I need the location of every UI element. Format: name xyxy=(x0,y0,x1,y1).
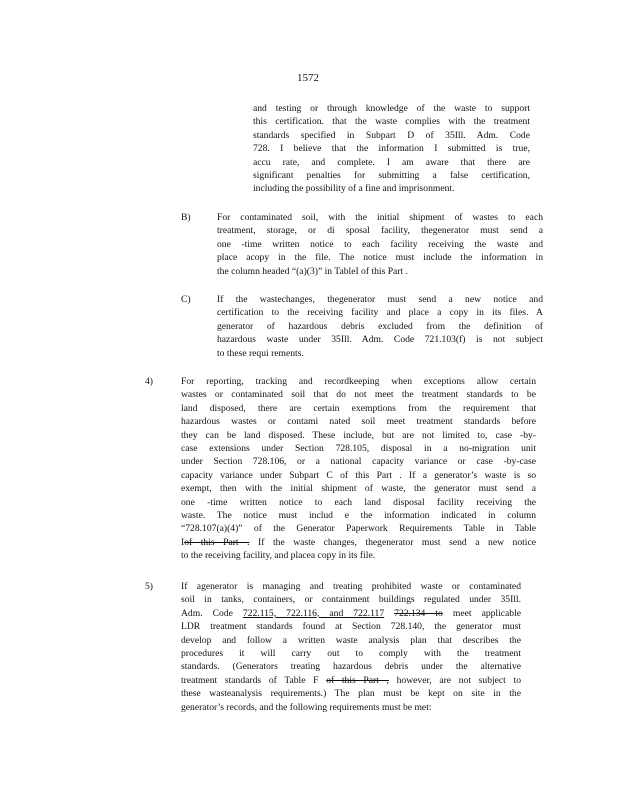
deleted-text: 722.134 to xyxy=(394,607,443,619)
text-line: exempt, then with the initial shipment of waste, the generator must send a xyxy=(181,483,536,495)
text-line: including the possibility of a fine and imprisonment. xyxy=(253,183,455,195)
text-line: procedures it will carry out to comply with the treatment xyxy=(181,648,521,660)
text-line xyxy=(181,674,521,687)
item-4-text xyxy=(181,375,536,563)
deleted-text: of this Part . xyxy=(184,536,250,548)
text-line: soil in tanks, containers, or containment buildings regulated under 35Ill. xyxy=(181,594,521,606)
text-line: generator of hazardous debris excluded from the definition of xyxy=(217,320,543,332)
text-line: If the wastechanges, thegenerator must send a new notice and xyxy=(217,294,543,305)
text-run: Adm. Code xyxy=(181,607,243,619)
item-c-label: C) xyxy=(181,294,191,305)
text-line: standards. (Generators treating hazardous debris under the alternative xyxy=(181,661,521,673)
item-b-text xyxy=(217,211,543,278)
text-run: treatment standards of Table F xyxy=(181,674,327,686)
text-run: I xyxy=(181,536,185,548)
item-5-text xyxy=(181,580,521,714)
text-line: If agenerator is managing and treating prohibited waste or contaminated xyxy=(181,581,521,592)
text-line: to these requi rements. xyxy=(217,347,304,359)
text-line: waste. The notice must includ e the information indicated in column xyxy=(181,510,536,522)
deleted-text: of this Part , xyxy=(326,674,389,686)
text-line: treatment, storage, or di sposal facility, thegenerator must send a xyxy=(217,225,543,237)
text-line: generator’s records, and the following requirements must be met: xyxy=(181,701,432,713)
text-line: For reporting, tracking and recordkeeping when exceptions allow certain xyxy=(181,376,536,387)
text-line: place acopy in the file. The notice must include the information in xyxy=(217,252,543,264)
text-line: 728. I believe that the information I submitted is true, xyxy=(253,143,530,155)
text-line: hazardous waste under 35Ill. Adm. Code 721.103(f) is not subject xyxy=(217,334,543,346)
inserted-text: 722.115, 722.116, and 722.117 xyxy=(242,607,385,619)
text-run: meet applicable xyxy=(442,607,521,619)
text-line: significant penalties for submitting a false certification, xyxy=(253,170,530,182)
text-line: this certification. that the waste complies with the treatment xyxy=(253,116,530,128)
text-line: one -time written notice to each land disposal facility receiving the xyxy=(181,496,536,508)
text-line: to the receiving facility, and placea copy in its file. xyxy=(181,550,376,562)
text-line: case extensions under Section 728.105, disposal in a no-migration unit xyxy=(181,443,536,455)
text-line: capacity variance under Subpart C of this Part . If a generator’s waste is so xyxy=(181,469,536,481)
text-line: wastes or contaminated soil that do not meet the treatment standards to be xyxy=(181,389,536,401)
page-number: 1572 xyxy=(297,72,319,84)
text-run: however, are not subject to xyxy=(388,674,521,686)
text-line: the column headed “(a)(3)” in TableI of this Part . xyxy=(217,265,408,277)
text-line: LDR treatment standards found at Section 728.140, the generator must xyxy=(181,621,521,633)
text-line: hazardous wastes or contami nated soil meet treatment standards before xyxy=(181,416,536,428)
text-line: they can be land disposed. These include, but are not limited to, case -by- xyxy=(181,429,536,441)
text-line xyxy=(181,607,521,620)
text-line: develop and follow a written waste analysis plan that describes the xyxy=(181,634,521,646)
text-line: and testing or through knowledge of the waste to support xyxy=(253,103,530,114)
text-line: standards specified in Subpart D of 35Ill. Adm. Code xyxy=(253,129,530,141)
text-line: one -time written notice to each facility receiving the waste and xyxy=(217,238,543,250)
text-run: If the waste changes, thegenerator must send a new notice xyxy=(249,536,536,548)
item-5-label: 5) xyxy=(145,581,153,592)
item-c-text xyxy=(217,293,543,360)
text-line: land disposed, there are certain exemptions from the requirement that xyxy=(181,402,536,414)
item-b-label: B) xyxy=(181,212,191,223)
text-line: “728.107(a)(4)” of the Generator Paperwork Requirements Table in Table xyxy=(181,523,536,535)
text-line: certification to the receiving facility and place a copy in its files. A xyxy=(217,307,543,319)
certification-continuation xyxy=(253,102,530,196)
text-line: accu rate, and complete. I am aware that there are xyxy=(253,156,530,168)
item-4-label: 4) xyxy=(145,376,153,387)
text-line xyxy=(181,536,536,549)
text-line: under Section 728.106, or a national capacity variance or case -by-case xyxy=(181,456,536,468)
text-line: For contaminated soil, with the initial shipment of wastes to each xyxy=(217,212,543,223)
text-line: these wasteanalysis requirements.) The plan must be kept on site in the xyxy=(181,688,521,700)
